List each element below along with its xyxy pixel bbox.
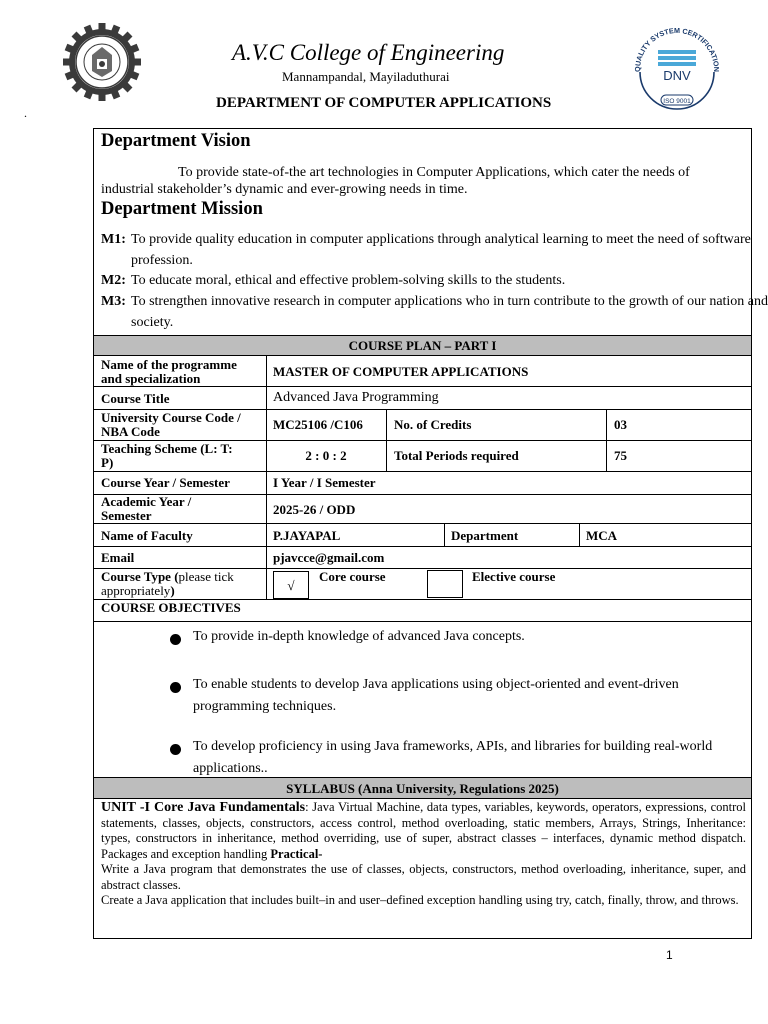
course-title-label: Course Title bbox=[101, 391, 170, 406]
iso-standard: ISO 9001 bbox=[663, 98, 691, 105]
objective-item: To provide in-depth knowledge of advanced Java concepts. bbox=[193, 629, 525, 644]
course-plan-frame bbox=[93, 128, 768, 939]
dnv-brand: DNV bbox=[663, 68, 691, 83]
course-year-value: I Year / I Semester bbox=[273, 475, 376, 490]
department-label: Department bbox=[451, 528, 519, 543]
vision-title: Department Vision bbox=[101, 131, 251, 151]
programme-label: Name of the programme and specialization bbox=[101, 357, 237, 386]
cert-arc-text: QUALITY SYSTEM CERTIFICATION bbox=[632, 26, 722, 73]
email-value: pjavcce@gmail.com bbox=[273, 550, 385, 565]
mission-code: M2: bbox=[101, 273, 126, 288]
credits-label: No. of Credits bbox=[394, 417, 472, 432]
objective-item: To enable students to develop Java applications using object-oriented and event-driven programming techniques. bbox=[193, 677, 679, 714]
core-course-checkbox[interactable]: √ bbox=[273, 571, 309, 599]
mission-code: M3: bbox=[101, 294, 126, 309]
teaching-scheme-value: 2 : 0 : 2 bbox=[305, 448, 347, 463]
faculty-label: Name of Faculty bbox=[101, 528, 193, 543]
page-number: 1 bbox=[666, 948, 673, 962]
unit-heading: UNIT -I Core Java Fundamentals bbox=[101, 800, 306, 815]
email-label: Email bbox=[101, 550, 135, 565]
practical-item: Create a Java application that includes built–in and user–defined exception handling using try, catch, finally, throw, and throws. bbox=[101, 893, 739, 907]
syllabus-title: SYLLABUS (Anna University, Regulations 2025) bbox=[286, 781, 559, 796]
bullet-icon bbox=[170, 634, 181, 645]
mission-item bbox=[101, 292, 768, 333]
academic-year-value: 2025-26 / ODD bbox=[273, 502, 356, 517]
academic-year-label: Academic Year / Semester bbox=[101, 494, 192, 523]
unit-one-content bbox=[101, 800, 746, 909]
elective-course-checkbox[interactable] bbox=[427, 570, 463, 598]
mission-text: To provide quality education in computer applications through analytical learning to meet the need of software profession. bbox=[131, 232, 751, 268]
mission-text: To strengthen innovative research in computer applications who in turn contribute to the growth of our nation and society. bbox=[131, 294, 768, 330]
mission-item bbox=[101, 271, 768, 292]
course-plan-title: COURSE PLAN – PART I bbox=[348, 338, 497, 353]
core-course-label: Core course bbox=[319, 569, 386, 584]
faculty-value: P.JAYAPAL bbox=[273, 528, 341, 543]
bullet-icon bbox=[170, 744, 181, 755]
total-periods-label: Total Periods required bbox=[394, 448, 519, 463]
mission-title: Department Mission bbox=[101, 199, 263, 219]
practical-item: Write a Java program that demonstrates the use of classes, objects, constructors, method overloading, inheritance, super, and abstract classes. bbox=[101, 862, 746, 892]
course-type-label: Course Type (please tick appropriately) bbox=[101, 569, 234, 598]
practical-label: Practical- bbox=[270, 846, 323, 861]
college-emblem bbox=[62, 21, 142, 103]
elective-course-label: Elective course bbox=[472, 569, 556, 584]
mission-item bbox=[101, 230, 768, 271]
mission-text: To educate moral, ethical and effective problem-solving skills to the students. bbox=[131, 273, 566, 288]
objective-item: To develop proficiency in using Java frameworks, APIs, and libraries for building real-world applications.. bbox=[193, 739, 713, 776]
vision-text: To provide state-of-the art technologies in Computer Applications, which cater the needs of industrial stakeholder’s dynamic and ever-growing needs in time. bbox=[101, 165, 690, 197]
course-year-label: Course Year / Semester bbox=[101, 475, 230, 490]
mission-code: M1: bbox=[101, 232, 126, 247]
total-periods-value: 75 bbox=[614, 448, 627, 463]
course-code-value: MC25106 /C106 bbox=[273, 417, 363, 432]
teaching-scheme-label: Teaching Scheme (L: T: P) bbox=[101, 441, 233, 470]
programme-value: MASTER OF COMPUTER APPLICATIONS bbox=[273, 364, 529, 379]
college-location: Mannampandal, Mayiladuthurai bbox=[282, 69, 450, 84]
credits-value: 03 bbox=[614, 417, 627, 432]
bullet-icon bbox=[170, 682, 181, 693]
stray-mark: . bbox=[24, 106, 27, 120]
course-code-label: University Course Code / NBA Code bbox=[101, 410, 241, 439]
unit-body: : Java Virtual Machine, data types, variables, keywords, operators, expressions, control statements, classes, objects, constructors, access control, method overloading, static members, Arrays, Strings, Inheritance: types, constructors in inheritance, method overriding, use of super, abstract classes – interfaces, dynamic method dispatch. Packages and exception handling bbox=[101, 800, 746, 861]
objectives-title: COURSE OBJECTIVES bbox=[101, 600, 241, 615]
course-title-value: Advanced Java Programming bbox=[273, 390, 439, 405]
department-heading: DEPARTMENT OF COMPUTER APPLICATIONS bbox=[216, 95, 552, 111]
department-value: MCA bbox=[586, 528, 618, 543]
dnv-certification-seal bbox=[632, 26, 722, 110]
